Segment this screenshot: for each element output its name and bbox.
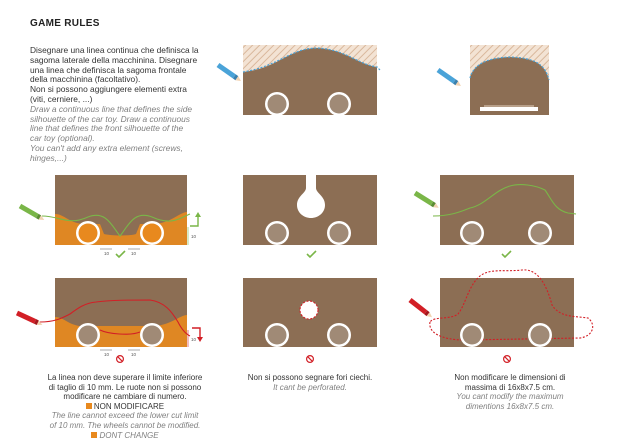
legend-it	[40, 402, 210, 412]
caption-it-line: di taglio di 10 mm. Le ruote non si possono	[48, 382, 202, 392]
panel-keyhole-ok	[243, 175, 377, 257]
caption-it-line: massima di 16x8x7.5 cm.	[464, 382, 556, 392]
dimension-label: 10	[104, 251, 110, 256]
caption-it-line: modificare ne cambiare di numero.	[63, 392, 187, 402]
caption-en-line: The line cannot exceed the lower cut limit	[51, 411, 199, 421]
caption-blind-hole	[230, 373, 390, 392]
legend-en-label: DONT CHANGE	[99, 430, 159, 440]
pencil-blue-icon	[217, 63, 243, 83]
intro-it-line: Non si possono aggiungere elementi extra	[30, 84, 187, 95]
check-icon	[502, 251, 511, 257]
pencil-blue-icon	[437, 68, 463, 88]
intro-en-line: line that defines the front silhouette of the	[30, 123, 184, 134]
intro-text	[30, 46, 208, 164]
intro-it-line: una linea che definisca la sagoma frontale	[30, 64, 187, 75]
pencil-green-icon	[19, 204, 46, 222]
orange-square-icon	[91, 432, 97, 438]
panel-max-dimension-wrong	[408, 270, 592, 363]
forbidden-icon	[504, 356, 511, 363]
intro-en-line: silhouette of the car toy. Draw a continuous	[30, 113, 190, 124]
intro-it-line: Disegnare una linea continua che definisca la	[30, 45, 199, 55]
caption-it-line: Non si possono segnare fori ciechi.	[247, 373, 373, 382]
intro-en-line: Draw a continuous line that defines the side	[30, 103, 193, 114]
page-title: GAME RULES	[30, 18, 100, 29]
pencil-red-icon	[408, 298, 433, 319]
dimension-label: 10	[191, 234, 197, 239]
intro-it-line: sagoma laterale della macchinina. Disegnare	[30, 54, 198, 65]
panel-lower-limit-ok	[19, 175, 201, 257]
panel-green-outline-ok	[414, 175, 576, 257]
legend-en	[40, 431, 210, 441]
intro-en-line: You can't add any extra element (screws,	[30, 142, 183, 153]
check-icon	[116, 251, 125, 257]
dimension-label: 10	[131, 251, 137, 256]
orange-square-icon	[86, 403, 92, 409]
dimension-label: 10	[131, 352, 137, 357]
caption-en-line: dimentions 16x8x7.5 cm.	[465, 401, 555, 411]
intro-it-line: della macchinina (facoltativo).	[30, 74, 141, 85]
panel-lower-limit-wrong	[16, 278, 203, 362]
dimension-label: 10	[104, 352, 110, 357]
intro-it-line: (viti, cerniere, ...)	[30, 93, 93, 104]
legend-it-label: NON MODIFICARE	[93, 401, 165, 411]
intro-en-line: hinges,...)	[30, 152, 67, 163]
arrow-up-icon	[190, 212, 201, 226]
caption-en-line: of 10 mm. The wheels cannot be modified.	[49, 420, 201, 430]
panel-front-silhouette	[437, 45, 549, 115]
caption-it-line: Non modificare le dimensioni di	[454, 373, 566, 382]
caption-en-line: It cant be perforated.	[273, 382, 347, 392]
forbidden-icon	[117, 356, 124, 363]
pencil-green-icon	[414, 191, 440, 210]
panel-side-silhouette	[217, 45, 380, 117]
caption-it-line: La linea non deve superare il limite inferiore	[47, 373, 203, 382]
pencil-red-icon	[16, 311, 43, 327]
caption-lower-limit	[40, 373, 210, 440]
dimension-label: 10	[191, 337, 197, 342]
caption-en-line: You cant modify the maximum	[456, 392, 564, 402]
intro-en-line: car toy (optional).	[30, 133, 95, 144]
check-icon	[307, 251, 316, 257]
forbidden-icon	[307, 356, 314, 363]
caption-max-dimension	[430, 373, 590, 411]
panel-blind-hole-wrong	[243, 278, 377, 362]
